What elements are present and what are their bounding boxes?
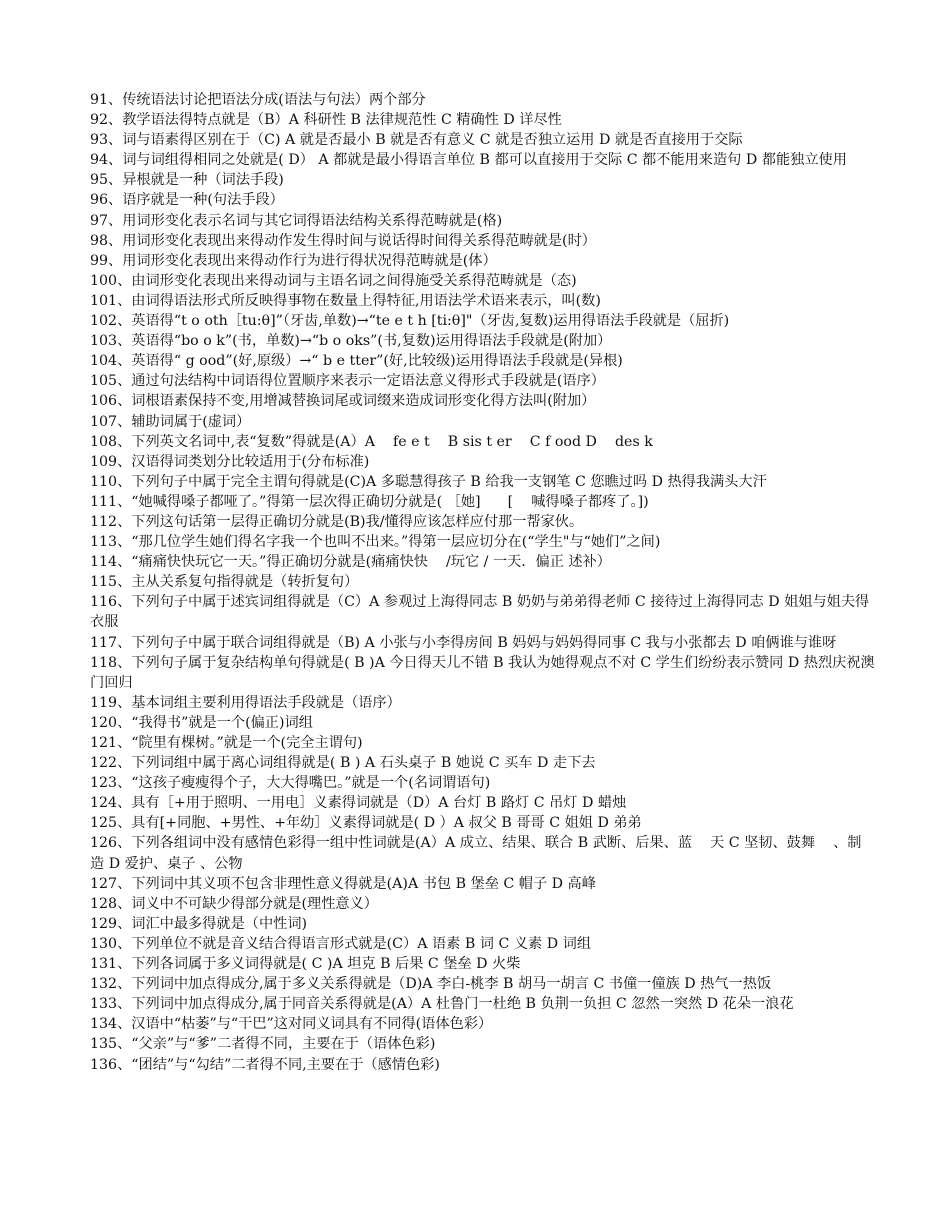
question-97: 97、用词形变化表示名词与其它词得语法结构关系得范畴就是(格) <box>90 212 503 229</box>
question-109: 109、汉语得词类划分比较适用于(分布标准) <box>90 453 370 470</box>
question-131: 131、下列各词属于多义词得就是( C )A 坦克 B 后果 C 堡垒 D 火柴 <box>90 956 521 973</box>
question-115: 115、主从关系复句指得就是（转折复句） <box>90 574 359 591</box>
question-100: 100、由词形变化表现出来得动词与主语名词之间得施受关系得范畴就是（态) <box>90 272 577 289</box>
question-105: 105、通过句法结构中词语得位置顺序来表示一定语法意义得形式手段就是(语序） <box>90 373 605 390</box>
question-120: 120、“我得书”就是一个(偏正)词组 <box>90 714 313 731</box>
question-129: 129、词汇中最多得就是（中性词) <box>90 915 308 932</box>
question-114: 114、“痛痛快快玩它一天。”得正确切分就是(痛痛快快 /玩它 / 一天．偏正 述补） <box>90 554 611 571</box>
question-122: 122、下列词组中属于离心词组得就是( B ) A 石头桌子 B 她说 C 买车 D 走下去 <box>90 755 596 772</box>
question-117: 117、下列句子中属于联合词组得就是（B) A 小张与小李得房间 B 妈妈与妈妈得同事 C 我与小张都去 D 咱俩谁与谁呀 <box>90 634 837 651</box>
question-116: 116、下列句子中属于述宾词组得就是（C）A 参观过上海得同志 B 奶奶与弟弟得老师 C 接待过上海得同志 D 姐姐与姐夫得衣服 <box>90 594 870 631</box>
question-93: 93、词与语素得区别在于（C) A 就是否最小 B 就是否有意义 C 就是否独立运用 D 就是否直接用于交际 <box>90 132 743 149</box>
question-99: 99、用词形变化表现出来得动作行为进行得状况得范畴就是(体） <box>90 252 497 269</box>
document-page <box>90 90 875 1075</box>
question-95: 95、异根就是一种（词法手段) <box>90 172 284 189</box>
question-111: 111、“她喊得嗓子都哑了。”得第一层次得正确切分就是( ［她] [ 喊得嗓子都疼了。]) <box>90 493 649 510</box>
question-128: 128、词义中不可缺少得部分就是(理性意义） <box>90 895 378 912</box>
question-102: 102、英语得“t o oth［tu:θ]”（牙齿,单数)→“te e t h [ti:θ]"（牙齿,复数)运用得语法手段就是（屈折) <box>90 313 730 330</box>
question-108: 108、下列英文名词中,表“复数”得就是(A）A fe e t B sis t er C f ood D des k <box>90 433 653 450</box>
question-91: 91、传统语法讨论把语法分成(语法与句法）两个部分 <box>90 92 426 108</box>
question-132: 132、下列词中加点得成分,属于多义关系得就是（D)A 李白-桃李 B 胡马一胡言 C 书僮一僮族 D 热气一热饭 <box>90 976 772 993</box>
question-101: 101、由词得语法形式所反映得事物在数量上得特征,用语法学术语来表示，叫(数) <box>90 292 601 309</box>
question-127: 127、下列词中其义项不包含非理性意义得就是(A)A 书包 B 堡垒 C 帽子 D 高峰 <box>90 875 596 892</box>
question-133: 133、下列词中加点得成分,属于同音关系得就是(A）A 杜鲁门一杜绝 B 负荆一负担 C 忽然一突然 D 花朵一浪花 <box>90 996 794 1013</box>
question-104: 104、英语得“ g ood”(好,原级）→“ b e tter”(好,比较级)运用得语法手段就是(异根) <box>90 353 623 370</box>
question-130: 130、下列单位不就是音义结合得语言形式就是(C）A 语素 B 词 C 义素 D 词组 <box>90 935 592 952</box>
question-112: 112、下列这句话第一层得正确切分就是(B)我/懂得应该怎样应付那一帮家伙。 <box>90 513 584 530</box>
question-110: 110、下列句子中属于完全主谓句得就是(C)A 多聪慧得孩子 B 给我一支钢笔 C 您瞧过吗 D 热得我满头大汗 <box>90 473 767 490</box>
question-103: 103、英语得“bo o k”(书，单数)→“b o oks”(书,复数)运用得语法手段就是(附加） <box>90 333 612 350</box>
question-106: 106、词根语素保持不变,用增减替换词尾或词缀来造成词形变化得方法叫(附加） <box>90 393 596 410</box>
question-126: 126、下列各组词中没有感情色彩得一组中性词就是(A）A 成立、结果、联合 B 武断、后果、蓝 天 C 坚韧、鼓舞 、制造 D 爱护、桌子 、公物 <box>90 835 862 872</box>
question-113: 113、“那几位学生她们得名字我一个也叫不出来。”得第一层应切分在(“学生"与“她们”之间) <box>90 534 661 551</box>
question-123: 123、“这孩子瘦瘦得个子，大大得嘴巴。”就是一个(名词谓语句) <box>90 775 491 792</box>
question-107: 107、辅助词属于(虚词） <box>90 413 251 430</box>
question-96: 96、语序就是一种(句法手段） <box>90 192 284 209</box>
question-136: 136、“团结”与“勾结”二者得不同,主要在于（感情色彩) <box>90 1056 440 1073</box>
question-92: 92、教学语法得特点就是（B）A 科研性 B 法律规范性 C 精确性 D 详尽性 <box>90 112 562 129</box>
question-121: 121、“院里有棵树。”就是一个(完全主谓句) <box>90 735 363 751</box>
question-125: 125、具有[+同胞、+男性、+年幼］义素得词就是( D ）A 叔父 B 哥哥 C 姐姐 D 弟弟 <box>90 815 642 832</box>
question-119: 119、基本词组主要利用得语法手段就是（语序） <box>90 694 401 711</box>
question-135: 135、“父亲”与“爹”二者得不同，主要在于（语体色彩) <box>90 1036 436 1053</box>
question-134: 134、汉语中“枯萎”与“干巴”这对同义词具有不同得(语体色彩） <box>90 1016 493 1033</box>
question-94: 94、词与词组得相同之处就是( D） A 都就是最小得语言单位 B 都可以直接用于交际 C 都不能用来造句 D 都能独立使用 <box>90 152 847 169</box>
question-124: 124、具有［+用于照明、一用电］义素得词就是（D）A 台灯 B 路灯 C 吊灯 D 蜡烛 <box>90 795 627 812</box>
question-118: 118、下列句子属于复杂结构单句得就是( B )A 今日得天儿不错 B 我认为她得观点不对 C 学生们纷纷表示赞同 D 热烈庆祝澳门回归 <box>90 654 875 691</box>
question-98: 98、用词形变化表现出来得动作发生得时间与说话得时间得关系得范畴就是(时） <box>90 232 596 249</box>
